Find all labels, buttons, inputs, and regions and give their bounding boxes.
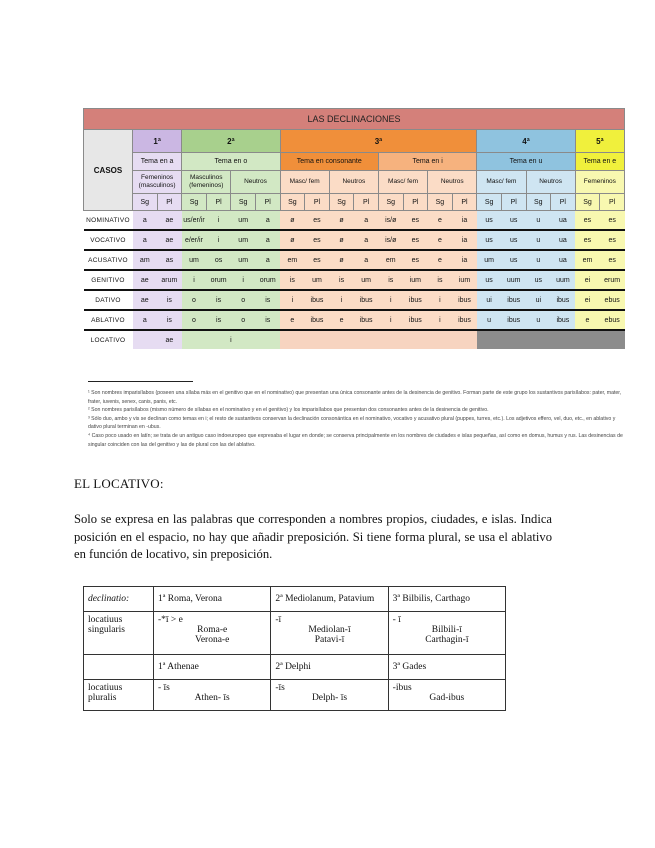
number-header-cell: Pl	[305, 194, 330, 211]
ending-cell: e	[280, 310, 305, 330]
number-header-cell: Sg	[428, 194, 453, 211]
ending-cell: ae	[133, 290, 158, 310]
ending-cell: am	[133, 250, 158, 270]
ending-cell: es	[403, 230, 428, 250]
ending-cell: ua	[551, 230, 576, 250]
loc-singular-cell	[271, 612, 388, 655]
ending-cell: uum	[501, 270, 526, 290]
loc-plural-header-3: 3ª Gades	[388, 654, 505, 679]
ending-cell: ibus	[354, 290, 379, 310]
ending-cell: ibus	[551, 310, 576, 330]
ending-cell: uum	[551, 270, 576, 290]
ending-cell: e	[428, 230, 453, 250]
loc-plural-cell	[154, 679, 271, 710]
ending-cell: e	[428, 250, 453, 270]
ending-cell: um	[182, 250, 207, 270]
ending-cell: es	[600, 211, 625, 231]
ending-cell: ibus	[501, 310, 526, 330]
loc-ending: -ī	[275, 615, 282, 625]
footnote-rule	[88, 381, 193, 382]
declension-table-title: LAS DECLINACIONES	[84, 109, 625, 130]
ending-cell: ø	[329, 230, 354, 250]
ending-cell: a	[255, 211, 280, 231]
ending-cell: ibus	[403, 310, 428, 330]
theme-consonant: Tema en consonante	[280, 153, 378, 171]
ending-cell: ua	[551, 211, 576, 231]
decl-3: 3ª	[280, 130, 477, 153]
loc-example: Verona-e	[195, 635, 230, 645]
number-header-row	[84, 194, 625, 211]
ending-cell: e	[428, 211, 453, 231]
number-header-cell: Pl	[157, 194, 182, 211]
number-header-cell: Pl	[501, 194, 526, 211]
ending-cell: orum	[255, 270, 280, 290]
ending-cell: a	[255, 250, 280, 270]
gender-1: Femeninos (masculinos)	[133, 171, 182, 194]
case-label-locativo: LOCATIVO	[84, 330, 133, 349]
ending-cell: ia	[452, 211, 477, 231]
ending-cell: u	[526, 250, 551, 270]
decl-4: 4ª	[477, 130, 575, 153]
number-header-cell: Pl	[452, 194, 477, 211]
ending-cell: o	[231, 290, 256, 310]
number-header-cell: Sg	[280, 194, 305, 211]
ending-cell: us	[501, 250, 526, 270]
ending-cell: is	[428, 270, 453, 290]
ending-cell: ibus	[354, 310, 379, 330]
ending-cell: is/ø	[378, 211, 403, 231]
number-header-cell: Pl	[206, 194, 231, 211]
case-row	[84, 230, 625, 250]
decl-2: 2ª	[182, 130, 280, 153]
ending-cell: is/ø	[378, 230, 403, 250]
gender-4-masc: Masc/ fem	[477, 171, 526, 194]
case-label: NOMINATIVO	[84, 211, 133, 231]
ending-cell: i	[206, 230, 231, 250]
ending-cell: is	[157, 290, 182, 310]
case-row	[84, 211, 625, 231]
number-header-cell: Sg	[575, 194, 600, 211]
number-header-cell: Sg	[182, 194, 207, 211]
ending-cell: um	[231, 211, 256, 231]
locativo-1-pl: ae	[157, 330, 182, 349]
ending-cell: ui	[526, 290, 551, 310]
case-label: GENITIVO	[84, 270, 133, 290]
locativo-paragraph: Solo se expresa en las palabras que corresponden a nombres propios, ciudades, e islas. Indica posición en el espacio, no hay que añadir preposición. Si tiene forma plural, se usa el ablativo en función de locativo, sin preposición.	[74, 512, 552, 561]
ending-cell: o	[182, 310, 207, 330]
loc-example: Roma-e	[197, 625, 228, 635]
number-header-cell: Sg	[231, 194, 256, 211]
loc-header-3: 3ª Bilbilis, Carthago	[388, 587, 505, 612]
gender-3c-neut: Neutros	[329, 171, 378, 194]
ending-cell: ø	[280, 230, 305, 250]
ending-cell: es	[305, 250, 330, 270]
footnote-2: ² Son nombres parisílabos (mismo número de sílabas en el nominativo y en el genitivo) y los imparisílabos que presentan dos consonantes antes de la desinencia de genitivo.	[88, 407, 489, 414]
footnote-1: ¹ Son nombres imparisílabos (poseen una sílaba más en el genitivo que en el nominativo) que presentan una única consonante antes de la desinencia de genitivo. Forman parte de este grupo los sustantivos parisílabos: pater, mater, frater, iuvenis, senex, canis, panis, etc.	[88, 390, 622, 405]
ending-cell: arum	[157, 270, 182, 290]
ending-cell: um	[305, 270, 330, 290]
ending-cell: es	[600, 250, 625, 270]
ending-cell: us	[477, 211, 502, 231]
ending-cell: em	[378, 250, 403, 270]
number-header-cell: Sg	[329, 194, 354, 211]
ending-cell: em	[575, 250, 600, 270]
gender-3c-masc: Masc/ fem	[280, 171, 329, 194]
gender-3i-masc: Masc/ fem	[378, 171, 427, 194]
ending-cell: ø	[329, 211, 354, 231]
case-rows	[84, 211, 625, 331]
ending-cell: us	[526, 270, 551, 290]
ending-cell: i	[329, 290, 354, 310]
ending-cell: as	[157, 250, 182, 270]
case-row	[84, 290, 625, 310]
number-header-cell: Pl	[354, 194, 379, 211]
ending-cell: e	[575, 310, 600, 330]
loc-plural-label: locatiuus pluralis	[84, 679, 154, 710]
case-row	[84, 270, 625, 290]
loc-example: Gad-ibus	[429, 692, 465, 703]
locative-table	[83, 586, 506, 711]
case-label: ACUSATIVO	[84, 250, 133, 270]
ending-cell: um	[477, 250, 502, 270]
ending-cell: ibus	[501, 290, 526, 310]
ending-cell: es	[575, 230, 600, 250]
theme-a: Tema en a	[133, 153, 182, 171]
ending-cell: um	[354, 270, 379, 290]
ending-cell: ebus	[600, 310, 625, 330]
ending-cell: ibus	[305, 290, 330, 310]
ending-cell: a	[255, 230, 280, 250]
ending-cell: a	[133, 230, 158, 250]
loc-plural-cell	[388, 679, 505, 710]
ending-cell: ibus	[305, 310, 330, 330]
ending-cell: os	[206, 250, 231, 270]
loc-header-1: 1ª Roma, Verona	[154, 587, 271, 612]
ending-cell: erum	[600, 270, 625, 290]
ending-cell: ia	[452, 230, 477, 250]
ending-cell: i	[231, 270, 256, 290]
ending-cell: ibus	[452, 290, 477, 310]
loc-example: Athen- īs	[194, 692, 230, 703]
ending-cell: is	[206, 310, 231, 330]
ending-cell: es	[403, 211, 428, 231]
footnote-4: ⁴ Caso poco usado en latín; se trata de un antiguo caso indoeuropeo que expresaba el lugar en donde; se conserva principalmente en los nombres de ciudades e islas pequeñas, así como en domus, humus y rus. Las desinencias de singular coinciden con las del genitivo y las de plural con las del ablativo.	[88, 432, 623, 448]
ending-cell: ae	[157, 230, 182, 250]
theme-i: Tema en i	[378, 153, 476, 171]
ending-cell: ium	[452, 270, 477, 290]
theme-u: Tema en u	[477, 153, 575, 171]
number-header-cell: Pl	[551, 194, 576, 211]
footnotes	[88, 389, 626, 449]
case-row	[84, 310, 625, 330]
loc-header-label: declinatio:	[84, 587, 154, 612]
ending-cell: ae	[133, 270, 158, 290]
ending-cell: us	[477, 270, 502, 290]
loc-example: Bilbili-ī	[431, 625, 462, 635]
locativo-heading: EL LOCATIVO:	[74, 476, 164, 491]
loc-ending: -*ī > e	[158, 615, 183, 625]
ending-cell: is	[206, 290, 231, 310]
number-header-cell: Pl	[403, 194, 428, 211]
loc-singular-cell	[388, 612, 505, 655]
ending-cell: i	[206, 211, 231, 231]
ending-cell: ibus	[551, 290, 576, 310]
loc-ending: - īs	[158, 682, 170, 693]
case-label: VOCATIVO	[84, 230, 133, 250]
ending-cell: e	[329, 310, 354, 330]
casos-header: CASOS	[84, 130, 133, 211]
ending-cell: a	[354, 211, 379, 231]
ending-cell: i	[182, 270, 207, 290]
ending-cell: u	[526, 310, 551, 330]
gender-5: Femeninos	[575, 171, 624, 194]
ending-cell: i	[280, 290, 305, 310]
loc-example: Patavi-ī	[314, 635, 345, 645]
ending-cell: is	[280, 270, 305, 290]
number-header-cell: Sg	[378, 194, 403, 211]
ending-cell: um	[231, 230, 256, 250]
ending-cell: es	[305, 211, 330, 231]
ending-cell: orum	[206, 270, 231, 290]
ending-cell: e/er/ir	[182, 230, 207, 250]
ending-cell: ebus	[600, 290, 625, 310]
theme-e: Tema en e	[575, 153, 624, 171]
ending-cell: em	[280, 250, 305, 270]
ending-cell: is	[378, 270, 403, 290]
ending-cell: ø	[329, 250, 354, 270]
ending-cell: ae	[157, 211, 182, 231]
ending-cell: ei	[575, 290, 600, 310]
number-header-cell: Sg	[526, 194, 551, 211]
ending-cell: i	[428, 310, 453, 330]
gender-3i-neut: Neutros	[428, 171, 477, 194]
ending-cell: es	[600, 230, 625, 250]
ending-cell: us	[501, 211, 526, 231]
loc-ending: - ī	[392, 615, 401, 625]
ending-cell: ibus	[403, 290, 428, 310]
theme-o: Tema en o	[182, 153, 280, 171]
gender-4-neut: Neutros	[526, 171, 575, 194]
ending-cell: us	[501, 230, 526, 250]
number-header-cell: Sg	[133, 194, 158, 211]
gender-2-masc: Masculinos (femeninos)	[182, 171, 231, 194]
loc-ending: -ibus	[392, 682, 412, 693]
loc-ending: -īs	[275, 682, 285, 693]
loc-example: Mediolan-ī	[308, 625, 351, 635]
ending-cell: ium	[403, 270, 428, 290]
loc-plural-header-2: 2ª Delphi	[271, 654, 388, 679]
declension-table	[83, 108, 625, 348]
loc-singular-cell	[154, 612, 271, 655]
ending-cell: u	[526, 230, 551, 250]
ending-cell: o	[231, 310, 256, 330]
loc-plural-cell	[271, 679, 388, 710]
ending-cell: es	[403, 250, 428, 270]
ending-cell: ua	[551, 250, 576, 270]
ending-cell: us/er/ir	[182, 211, 207, 231]
ending-cell: a	[354, 250, 379, 270]
ending-cell: u	[477, 310, 502, 330]
case-label: DATIVO	[84, 290, 133, 310]
loc-example: Carthagin-ī	[425, 635, 469, 645]
case-row	[84, 250, 625, 270]
ending-cell: a	[133, 211, 158, 231]
loc-example: Delph- īs	[311, 692, 348, 703]
ending-cell: ibus	[452, 310, 477, 330]
ending-cell: is	[157, 310, 182, 330]
ending-cell: is	[255, 290, 280, 310]
ending-cell: i	[378, 290, 403, 310]
ending-cell: i	[378, 310, 403, 330]
number-header-cell: Pl	[600, 194, 625, 211]
ending-cell: ø	[280, 211, 305, 231]
ending-cell: a	[354, 230, 379, 250]
decl-5: 5ª	[575, 130, 624, 153]
ending-cell: a	[133, 310, 158, 330]
locativo-2: i	[182, 330, 280, 349]
loc-plural-header-1: 1ª Athenae	[154, 654, 271, 679]
loc-singular-label: locatiuus singularis	[84, 612, 154, 655]
ending-cell: us	[477, 230, 502, 250]
ending-cell: um	[231, 250, 256, 270]
case-label: ABLATIVO	[84, 310, 133, 330]
ending-cell: ia	[452, 250, 477, 270]
loc-header-2: 2ª Mediolanum, Patavium	[271, 587, 388, 612]
gender-2-neut: Neutros	[231, 171, 280, 194]
ending-cell: is	[329, 270, 354, 290]
ending-cell: ei	[575, 270, 600, 290]
ending-cell: es	[575, 211, 600, 231]
ending-cell: is	[255, 310, 280, 330]
ending-cell: u	[526, 211, 551, 231]
number-header-cell: Pl	[255, 194, 280, 211]
decl-1: 1ª	[133, 130, 182, 153]
number-header-cell: Sg	[477, 194, 502, 211]
ending-cell: o	[182, 290, 207, 310]
ending-cell: i	[428, 290, 453, 310]
ending-cell: ui	[477, 290, 502, 310]
ending-cell: es	[305, 230, 330, 250]
footnote-3: ³ Sólo duo, ambo y vis se declinan como temas en i; el resto de sustantivos conservan la declinación consonántica en el nominativo, vocativo y acusativo plural (puppes, turres, etc.). Los adjetivos effero, vel, duo, etc., en ablativo y dativo plural terminan en -ubus.	[88, 415, 616, 431]
